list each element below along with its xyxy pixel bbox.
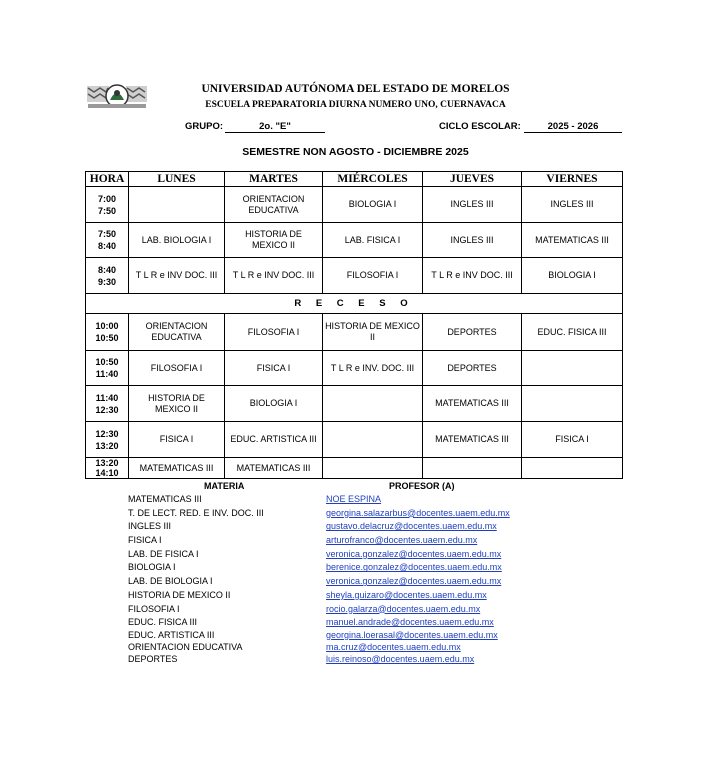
schedule-row xyxy=(86,351,623,386)
class-cell: T L R e INV. DOC. III xyxy=(323,351,423,386)
schedule-row xyxy=(86,458,623,479)
time-cell: 7:50 8:40 xyxy=(86,223,129,258)
class-cell: INGLES III xyxy=(423,223,522,258)
class-cell xyxy=(323,422,423,458)
subject-name: LAB. DE FISICA I xyxy=(128,548,199,559)
subject-name: ORIENTACION EDUCATIVA xyxy=(128,641,243,652)
profesor-header: PROFESOR (A) xyxy=(389,481,455,491)
class-cell: FILOSOFIA I xyxy=(323,258,423,294)
class-cell xyxy=(423,458,522,479)
receso-label: R E C E S O xyxy=(86,294,623,314)
subject-name: FILOSOFIA I xyxy=(128,603,180,614)
class-cell: DEPORTES xyxy=(423,314,522,351)
grupo-label: GRUPO: xyxy=(185,121,223,132)
time-cell: 10:00 10:50 xyxy=(86,314,129,351)
professor-link[interactable]: georgina.salazarbus@docentes.uaem.edu.mx xyxy=(326,507,510,518)
class-cell: MATEMATICAS III xyxy=(129,458,225,479)
time-cell: 13:20 14:10 xyxy=(86,458,129,479)
class-cell: MATEMATICAS III xyxy=(225,458,323,479)
professor-list xyxy=(326,493,586,665)
professor-link[interactable]: sheyla.guizaro@docentes.uaem.edu.mx xyxy=(326,589,487,600)
grupo-value: 2o. "E" xyxy=(225,121,325,133)
professor-link[interactable]: veronica.gonzalez@docentes.uaem.edu.mx xyxy=(326,548,502,559)
class-cell: FILOSOFIA I xyxy=(129,351,225,386)
schedule-row xyxy=(86,187,623,223)
class-cell: INGLES III xyxy=(423,187,522,223)
class-cell: MATEMATICAS III xyxy=(423,422,522,458)
professor-link[interactable]: georgina.loerasal@docentes.uaem.edu.mx xyxy=(326,629,498,640)
subject-name: FISICA I xyxy=(128,535,162,546)
class-cell: LAB. BIOLOGIA I xyxy=(129,223,225,258)
subject-name: HISTORIA DE MEXICO II xyxy=(128,589,231,600)
subject-name: LAB. DE BIOLOGIA I xyxy=(128,576,213,587)
class-cell xyxy=(129,187,225,223)
semester-title: SEMESTRE NON AGOSTO - DICIEMBRE 2025 xyxy=(242,146,469,158)
class-cell: EDUC. FISICA III xyxy=(522,314,623,351)
schedule-header-row xyxy=(86,172,623,187)
professor-link[interactable]: manuel.andrade@docentes.uaem.edu.mx xyxy=(326,617,494,628)
class-cell xyxy=(323,458,423,479)
university-title: UNIVERSIDAD AUTÓNOMA DEL ESTADO DE MORELOS xyxy=(201,83,510,95)
class-cell xyxy=(522,386,623,422)
class-cell: BIOLOGIA I xyxy=(225,386,323,422)
school-title: ESCUELA PREPARATORIA DIURNA NUMERO UNO, CUERNAVACA xyxy=(205,100,506,110)
class-cell: FILOSOFIA I xyxy=(225,314,323,351)
col-header-miercoles: MIÉRCOLES xyxy=(323,172,423,187)
class-cell xyxy=(323,386,423,422)
class-cell: BIOLOGIA I xyxy=(522,258,623,294)
schedule-row xyxy=(86,314,623,351)
class-cell: FISICA I xyxy=(522,422,623,458)
col-header-lunes: LUNES xyxy=(129,172,225,187)
class-cell: T L R e INV DOC. III xyxy=(225,258,323,294)
schedule-row xyxy=(86,386,623,422)
time-cell: 10:50 11:40 xyxy=(86,351,129,386)
class-cell: DEPORTES xyxy=(423,351,522,386)
col-header-jueves: JUEVES xyxy=(423,172,522,187)
time-cell: 11:40 12:30 xyxy=(86,386,129,422)
class-cell: BIOLOGIA I xyxy=(323,187,423,223)
schedule-table xyxy=(85,171,623,479)
subject-name: INGLES III xyxy=(128,521,172,532)
class-cell: HISTORIA DE MEXICO II xyxy=(225,223,323,258)
ciclo-label: CICLO ESCOLAR: xyxy=(439,121,521,132)
class-cell: ORIENTACION EDUCATIVA xyxy=(129,314,225,351)
professor-link[interactable]: gustavo.delacruz@docentes.uaem.edu.mx xyxy=(326,521,497,532)
class-cell: EDUC. ARTISTICA III xyxy=(225,422,323,458)
schedule-row xyxy=(86,223,623,258)
subject-list xyxy=(128,493,318,665)
professor-link[interactable]: arturofranco@docentes.uaem.edu.mx xyxy=(326,535,478,546)
time-cell: 7:00 7:50 xyxy=(86,187,129,223)
col-header-martes: MARTES xyxy=(225,172,323,187)
class-cell: MATEMATICAS III xyxy=(522,223,623,258)
class-cell: HISTORIA DE MEXICO II xyxy=(129,386,225,422)
class-cell: MATEMATICAS III xyxy=(423,386,522,422)
professor-link[interactable]: ma.cruz@docentes.uaem.edu.mx xyxy=(326,641,461,652)
subject-name: MATEMATICAS III xyxy=(128,494,202,504)
professor-link[interactable]: rocio.galarza@docentes.uaem.edu.mx xyxy=(326,603,481,614)
professor-link[interactable]: veronica.gonzalez@docentes.uaem.edu.mx xyxy=(326,576,502,587)
professor-link[interactable]: luis.reinoso@docentes.uaem.edu.mx xyxy=(326,653,475,664)
schedule-row xyxy=(86,258,623,294)
col-header-viernes: VIERNES xyxy=(522,172,623,187)
class-cell: LAB. FISICA I xyxy=(323,223,423,258)
class-cell: FISICA I xyxy=(225,351,323,386)
class-cell: INGLES III xyxy=(522,187,623,223)
class-cell: ORIENTACION EDUCATIVA xyxy=(225,187,323,223)
subject-name: EDUC. ARTISTICA III xyxy=(128,629,215,640)
receso-row xyxy=(86,294,623,314)
class-cell: T L R e INV DOC. III xyxy=(129,258,225,294)
class-cell: HISTORIA DE MEXICO II xyxy=(323,314,423,351)
class-cell xyxy=(522,351,623,386)
class-cell: T L R e INV DOC. III xyxy=(423,258,522,294)
ciclo-value: 2025 - 2026 xyxy=(524,121,622,133)
time-cell: 8:40 9:30 xyxy=(86,258,129,294)
subject-name: DEPORTES xyxy=(128,653,178,664)
subject-name: T. DE LECT. RED. E INV. DOC. III xyxy=(128,507,264,518)
subject-name: BIOLOGIA I xyxy=(128,562,176,573)
class-cell xyxy=(522,458,623,479)
col-header-hora: HORA xyxy=(86,172,129,187)
professor-link[interactable]: NOE ESPINA xyxy=(326,494,382,504)
schedule-row xyxy=(86,422,623,458)
subject-name: EDUC. FISICA III xyxy=(128,617,198,628)
materia-header: MATERIA xyxy=(204,481,245,491)
professor-link[interactable]: berenice.gonzalez@docentes.uaem.edu.mx xyxy=(326,562,502,573)
class-cell: FISICA I xyxy=(129,422,225,458)
time-cell: 12:30 13:20 xyxy=(86,422,129,458)
